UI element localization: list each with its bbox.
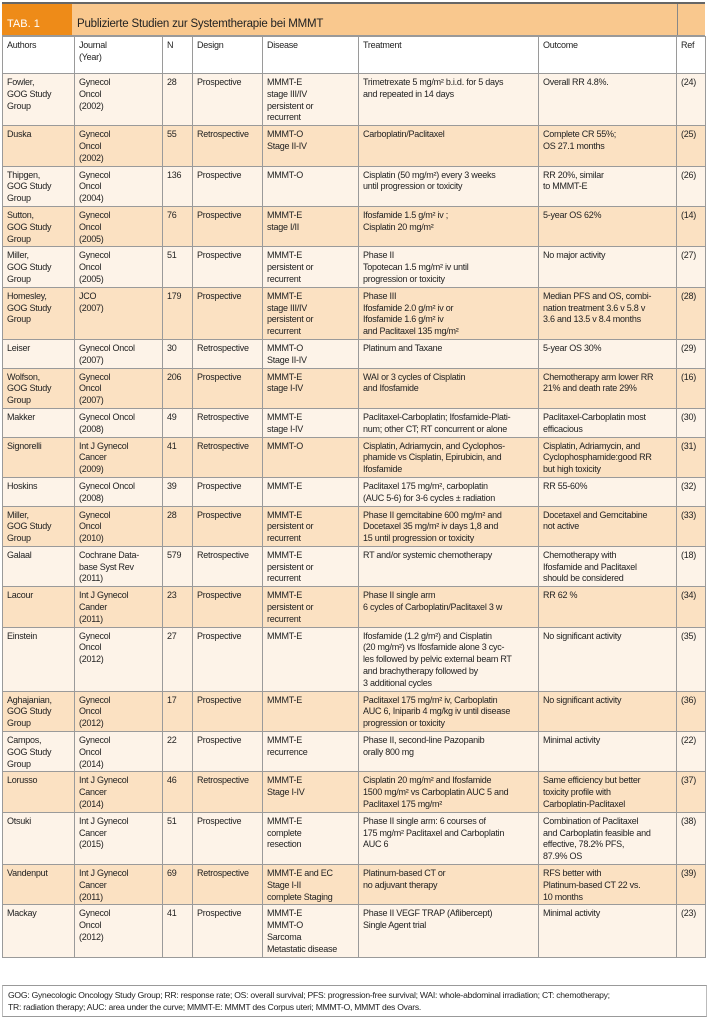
cell-treatment: Cisplatin 20 mg/m² and Ifosfamide 1500 mg/m² vs Carboplatin AUC 5 and Paclitaxel 175 mg/m²: [359, 772, 539, 812]
cell-disease: MMMT-E complete resection: [263, 812, 359, 864]
table-row: [3, 74, 706, 126]
cell-disease: MMMT-O Stage II-IV: [263, 339, 359, 368]
table-row: [3, 166, 706, 206]
table-row: [3, 587, 706, 627]
cell-treatment: Trimetrexate 5 mg/m² b.i.d. for 5 days and repeated in 14 days: [359, 74, 539, 126]
cell-ref: (31): [677, 437, 706, 477]
cell-ref: (24): [677, 74, 706, 126]
cell-authors: Fowler, GOG Study Group: [3, 74, 75, 126]
cell-ref: (37): [677, 772, 706, 812]
cell-journal: Gynecol Oncol (2010): [75, 506, 163, 546]
table-row: [3, 437, 706, 477]
table-row: [3, 126, 706, 166]
cell-n: 28: [163, 74, 193, 126]
cell-treatment: Phase II, second-line Pazopanib orally 800 mg: [359, 732, 539, 772]
cell-journal: Gynecol Oncol (2012): [75, 691, 163, 731]
cell-treatment: Paclitaxel 175 mg/m² iv, Carboplatin AUC 6, Iniparib 4 mg/kg iv until disease progression or toxicity: [359, 691, 539, 731]
cell-treatment: Phase II gemcitabine 600 mg/m² and Docetaxel 35 mg/m² iv days 1,8 and 15 until progression or toxicity: [359, 506, 539, 546]
cell-treatment: Ifosfamide 1.5 g/m² iv ; Cisplatin 20 mg/m²: [359, 206, 539, 246]
table-row: [3, 865, 706, 905]
cell-treatment: RT and/or systemic chemotherapy: [359, 546, 539, 586]
studies-table: [2, 36, 706, 958]
cell-n: 76: [163, 206, 193, 246]
cell-design: Retrospective: [193, 865, 263, 905]
cell-design: Prospective: [193, 905, 263, 957]
cell-treatment: Platinum and Taxane: [359, 339, 539, 368]
cell-design: Prospective: [193, 812, 263, 864]
cell-ref: (26): [677, 166, 706, 206]
cell-ref: (33): [677, 506, 706, 546]
column-header-n: N: [163, 37, 193, 74]
cell-outcome: Same efficiency but better toxicity profile with Carboplatin-Paclitaxel: [539, 772, 677, 812]
cell-journal: Gynecol Oncol (2005): [75, 206, 163, 246]
column-header-design: Design: [193, 37, 263, 74]
cell-disease: MMMT-E persistent or recurrent: [263, 587, 359, 627]
cell-ref: (39): [677, 865, 706, 905]
cell-disease: MMMT-E stage III/IV persistent or recurrent: [263, 74, 359, 126]
cell-outcome: RR 55-60%: [539, 477, 677, 506]
cell-authors: Mackay: [3, 905, 75, 957]
cell-n: 46: [163, 772, 193, 812]
cell-n: 22: [163, 732, 193, 772]
cell-outcome: RR 62 %: [539, 587, 677, 627]
cell-journal: Gynecol Oncol (2007): [75, 368, 163, 408]
cell-n: 30: [163, 339, 193, 368]
cell-design: Prospective: [193, 166, 263, 206]
cell-authors: Signorelli: [3, 437, 75, 477]
cell-n: 179: [163, 287, 193, 339]
cell-design: Prospective: [193, 206, 263, 246]
title-bar-end: [678, 4, 705, 35]
column-header-treatment: Treatment: [359, 37, 539, 74]
cell-disease: MMMT-E persistent or recurrent: [263, 247, 359, 287]
cell-disease: MMMT-E Stage I-IV: [263, 772, 359, 812]
cell-outcome: Median PFS and OS, combi- nation treatment 3.6 v 5.8 v 3.6 and 13.5 v 8.4 months: [539, 287, 677, 339]
cell-disease: MMMT-E: [263, 627, 359, 691]
cell-treatment: WAI or 3 cycles of Cisplatin and Ifosfamide: [359, 368, 539, 408]
cell-treatment: Platinum-based CT or no adjuvant therapy: [359, 865, 539, 905]
cell-design: Prospective: [193, 74, 263, 126]
cell-ref: (14): [677, 206, 706, 246]
cell-journal: Gynecol Oncol (2008): [75, 477, 163, 506]
cell-journal: Int J Gynecol Cancer (2009): [75, 437, 163, 477]
cell-ref: (35): [677, 627, 706, 691]
cell-n: 28: [163, 506, 193, 546]
cell-design: Retrospective: [193, 408, 263, 437]
cell-n: 206: [163, 368, 193, 408]
cell-outcome: Chemotherapy with Ifosfamide and Paclitaxel should be considered: [539, 546, 677, 586]
cell-n: 41: [163, 437, 193, 477]
cell-n: 51: [163, 247, 193, 287]
cell-journal: Gynecol Oncol (2005): [75, 247, 163, 287]
table-row: [3, 546, 706, 586]
cell-disease: MMMT-E: [263, 477, 359, 506]
cell-n: 51: [163, 812, 193, 864]
table-row: [3, 339, 706, 368]
cell-outcome: RR 20%, similar to MMMT-E: [539, 166, 677, 206]
cell-design: Prospective: [193, 732, 263, 772]
cell-disease: MMMT-O Stage II-IV: [263, 126, 359, 166]
table-row: [3, 812, 706, 864]
cell-authors: Miller, GOG Study Group: [3, 247, 75, 287]
cell-n: 17: [163, 691, 193, 731]
cell-authors: Lacour: [3, 587, 75, 627]
table-number-label: TAB. 1: [2, 4, 72, 35]
cell-journal: Int J Gynecol Cancer (2015): [75, 812, 163, 864]
cell-journal: Gynecol Oncol (2002): [75, 74, 163, 126]
cell-authors: Aghajanian, GOG Study Group: [3, 691, 75, 731]
cell-outcome: Overall RR 4.8%.: [539, 74, 677, 126]
cell-disease: MMMT-E and EC Stage I-II complete Staging: [263, 865, 359, 905]
table-row: [3, 408, 706, 437]
cell-design: Prospective: [193, 587, 263, 627]
cell-ref: (22): [677, 732, 706, 772]
cell-journal: Cochrane Data- base Syst Rev (2011): [75, 546, 163, 586]
cell-treatment: Cisplatin (50 mg/m²) every 3 weeks until progression or toxicity: [359, 166, 539, 206]
cell-treatment: Ifosfamide (1.2 g/m²) and Cisplatin (20 mg/m²) vs Ifosfamide alone 3 cyc- les followed by pelvic external beam RT and brachytherapy followed by 3 additional cycles: [359, 627, 539, 691]
cell-ref: (25): [677, 126, 706, 166]
cell-authors: Lorusso: [3, 772, 75, 812]
cell-journal: Gynecol Oncol (2012): [75, 627, 163, 691]
table-row: [3, 206, 706, 246]
column-header-outcome: Outcome: [539, 37, 677, 74]
table-row: [3, 905, 706, 957]
cell-design: Prospective: [193, 247, 263, 287]
cell-journal: Gynecol Oncol (2007): [75, 339, 163, 368]
cell-disease: MMMT-O: [263, 166, 359, 206]
cell-journal: Gynecol Oncol (2008): [75, 408, 163, 437]
cell-treatment: Paclitaxel 175 mg/m², carboplatin (AUC 5-6) for 3-6 cycles ± radiation: [359, 477, 539, 506]
cell-disease: MMMT-E MMMT-O Sarcoma Metastatic disease: [263, 905, 359, 957]
cell-disease: MMMT-E stage III/IV persistent or recurrent: [263, 287, 359, 339]
column-header-disease: Disease: [263, 37, 359, 74]
cell-outcome: Docetaxel and Gemcitabine not active: [539, 506, 677, 546]
cell-outcome: Complete CR 55%; OS 27.1 months: [539, 126, 677, 166]
table-row: [3, 627, 706, 691]
column-header-authors: Authors: [3, 37, 75, 74]
table-row: [3, 506, 706, 546]
cell-treatment: Carboplatin/Paclitaxel: [359, 126, 539, 166]
cell-authors: Miller, GOG Study Group: [3, 506, 75, 546]
cell-journal: Int J Gynecol Cancer (2011): [75, 865, 163, 905]
cell-n: 23: [163, 587, 193, 627]
cell-design: Prospective: [193, 287, 263, 339]
cell-authors: Hoskins: [3, 477, 75, 506]
cell-journal: Gynecol Oncol (2004): [75, 166, 163, 206]
cell-treatment: Phase II VEGF TRAP (Aflibercept) Single Agent trial: [359, 905, 539, 957]
cell-ref: (23): [677, 905, 706, 957]
cell-design: Prospective: [193, 691, 263, 731]
table-row: [3, 732, 706, 772]
cell-ref: (18): [677, 546, 706, 586]
table-row: [3, 247, 706, 287]
cell-treatment: Phase II single arm: 6 courses of 175 mg/m² Paclitaxel and Carboplatin AUC 6: [359, 812, 539, 864]
cell-treatment: Phase III Ifosfamide 2.0 g/m² iv or Ifosfamide 1.6 g/m² iv and Paclitaxel 135 mg/m²: [359, 287, 539, 339]
table-row: [3, 691, 706, 731]
cell-outcome: 5-year OS 62%: [539, 206, 677, 246]
cell-outcome: Chemotherapy arm lower RR 21% and death rate 29%: [539, 368, 677, 408]
table-footnote: GOG: Gynecologic Oncology Study Group; RR: response rate; OS: overall survival; PFS: progression-free survival; WAI: whole-abdominal irradiation; CT: chemotherapy; TR: radiation therapy; AUC: area under the curve; MMMT-E: MMMT des Corpus uteri; MMMT-O, MMMT des Ovars.: [2, 985, 707, 1017]
cell-outcome: No significant activity: [539, 627, 677, 691]
cell-outcome: Combination of Paclitaxel and Carboplatin feasible and effective, 78.2% PFS, 87.9% OS: [539, 812, 677, 864]
cell-disease: MMMT-E persistent or recurrent: [263, 506, 359, 546]
cell-outcome: 5-year OS 30%: [539, 339, 677, 368]
cell-journal: Gynecol Oncol (2012): [75, 905, 163, 957]
cell-disease: MMMT-E recurrence: [263, 732, 359, 772]
cell-journal: JCO (2007): [75, 287, 163, 339]
cell-n: 27: [163, 627, 193, 691]
cell-ref: (30): [677, 408, 706, 437]
cell-design: Retrospective: [193, 339, 263, 368]
cell-outcome: RFS better with Platinum-based CT 22 vs. 10 months: [539, 865, 677, 905]
cell-treatment: Paclitaxel-Carboplatin; Ifosfamide-Plati- num; other CT; RT concurrent or alone: [359, 408, 539, 437]
cell-authors: Galaal: [3, 546, 75, 586]
cell-authors: Campos, GOG Study Group: [3, 732, 75, 772]
cell-authors: Vandenput: [3, 865, 75, 905]
cell-n: 136: [163, 166, 193, 206]
cell-journal: Gynecol Oncol (2002): [75, 126, 163, 166]
cell-design: Retrospective: [193, 772, 263, 812]
cell-ref: (34): [677, 587, 706, 627]
cell-ref: (36): [677, 691, 706, 731]
cell-ref: (29): [677, 339, 706, 368]
cell-ref: (27): [677, 247, 706, 287]
cell-design: Retrospective: [193, 546, 263, 586]
cell-authors: Einstein: [3, 627, 75, 691]
cell-n: 69: [163, 865, 193, 905]
cell-ref: (38): [677, 812, 706, 864]
column-header-journal: Journal (Year): [75, 37, 163, 74]
cell-disease: MMMT-E stage I-IV: [263, 368, 359, 408]
cell-n: 55: [163, 126, 193, 166]
cell-treatment: Phase II Topotecan 1.5 mg/m² iv until progression or toxicity: [359, 247, 539, 287]
cell-authors: Sutton, GOG Study Group: [3, 206, 75, 246]
table-title: Publizierte Studien zur Systemtherapie bei MMMT: [72, 4, 678, 35]
cell-design: Prospective: [193, 368, 263, 408]
cell-n: 579: [163, 546, 193, 586]
cell-design: Prospective: [193, 627, 263, 691]
cell-ref: (16): [677, 368, 706, 408]
table-row: [3, 772, 706, 812]
header-row: [3, 37, 706, 74]
cell-outcome: Paclitaxel-Carboplatin most efficacious: [539, 408, 677, 437]
table-row: [3, 368, 706, 408]
table-figure: [2, 2, 705, 958]
cell-design: Prospective: [193, 506, 263, 546]
cell-outcome: No significant activity: [539, 691, 677, 731]
cell-authors: Wolfson, GOG Study Group: [3, 368, 75, 408]
table-row: [3, 287, 706, 339]
cell-design: Prospective: [193, 477, 263, 506]
cell-journal: Gynecol Oncol (2014): [75, 732, 163, 772]
cell-n: 49: [163, 408, 193, 437]
cell-disease: MMMT-E persistent or recurrent: [263, 546, 359, 586]
cell-treatment: Phase II single arm 6 cycles of Carboplatin/Paclitaxel 3 w: [359, 587, 539, 627]
cell-n: 41: [163, 905, 193, 957]
cell-authors: Makker: [3, 408, 75, 437]
cell-outcome: Minimal activity: [539, 732, 677, 772]
cell-outcome: Cisplatin, Adriamycin, and Cyclophosphamide:good RR but high toxicity: [539, 437, 677, 477]
cell-journal: Int J Gynecol Cander (2011): [75, 587, 163, 627]
cell-design: Retrospective: [193, 126, 263, 166]
cell-authors: Otsuki: [3, 812, 75, 864]
table-title-bar: [2, 4, 705, 36]
cell-authors: Homesley, GOG Study Group: [3, 287, 75, 339]
cell-disease: MMMT-O: [263, 437, 359, 477]
cell-authors: Thipgen, GOG Study Group: [3, 166, 75, 206]
cell-disease: MMMT-E: [263, 691, 359, 731]
table-row: [3, 477, 706, 506]
cell-authors: Leiser: [3, 339, 75, 368]
cell-ref: (28): [677, 287, 706, 339]
cell-journal: Int J Gynecol Cancer (2014): [75, 772, 163, 812]
cell-outcome: No major activity: [539, 247, 677, 287]
cell-treatment: Cisplatin, Adriamycin, and Cyclophos- phamide vs Cisplatin, Epirubicin, and Ifosfamide: [359, 437, 539, 477]
column-header-ref: Ref: [677, 37, 706, 74]
cell-disease: MMMT-E stage I/II: [263, 206, 359, 246]
cell-disease: MMMT-E stage I-IV: [263, 408, 359, 437]
cell-ref: (32): [677, 477, 706, 506]
cell-authors: Duska: [3, 126, 75, 166]
cell-n: 39: [163, 477, 193, 506]
cell-outcome: Minimal activity: [539, 905, 677, 957]
cell-design: Retrospective: [193, 437, 263, 477]
